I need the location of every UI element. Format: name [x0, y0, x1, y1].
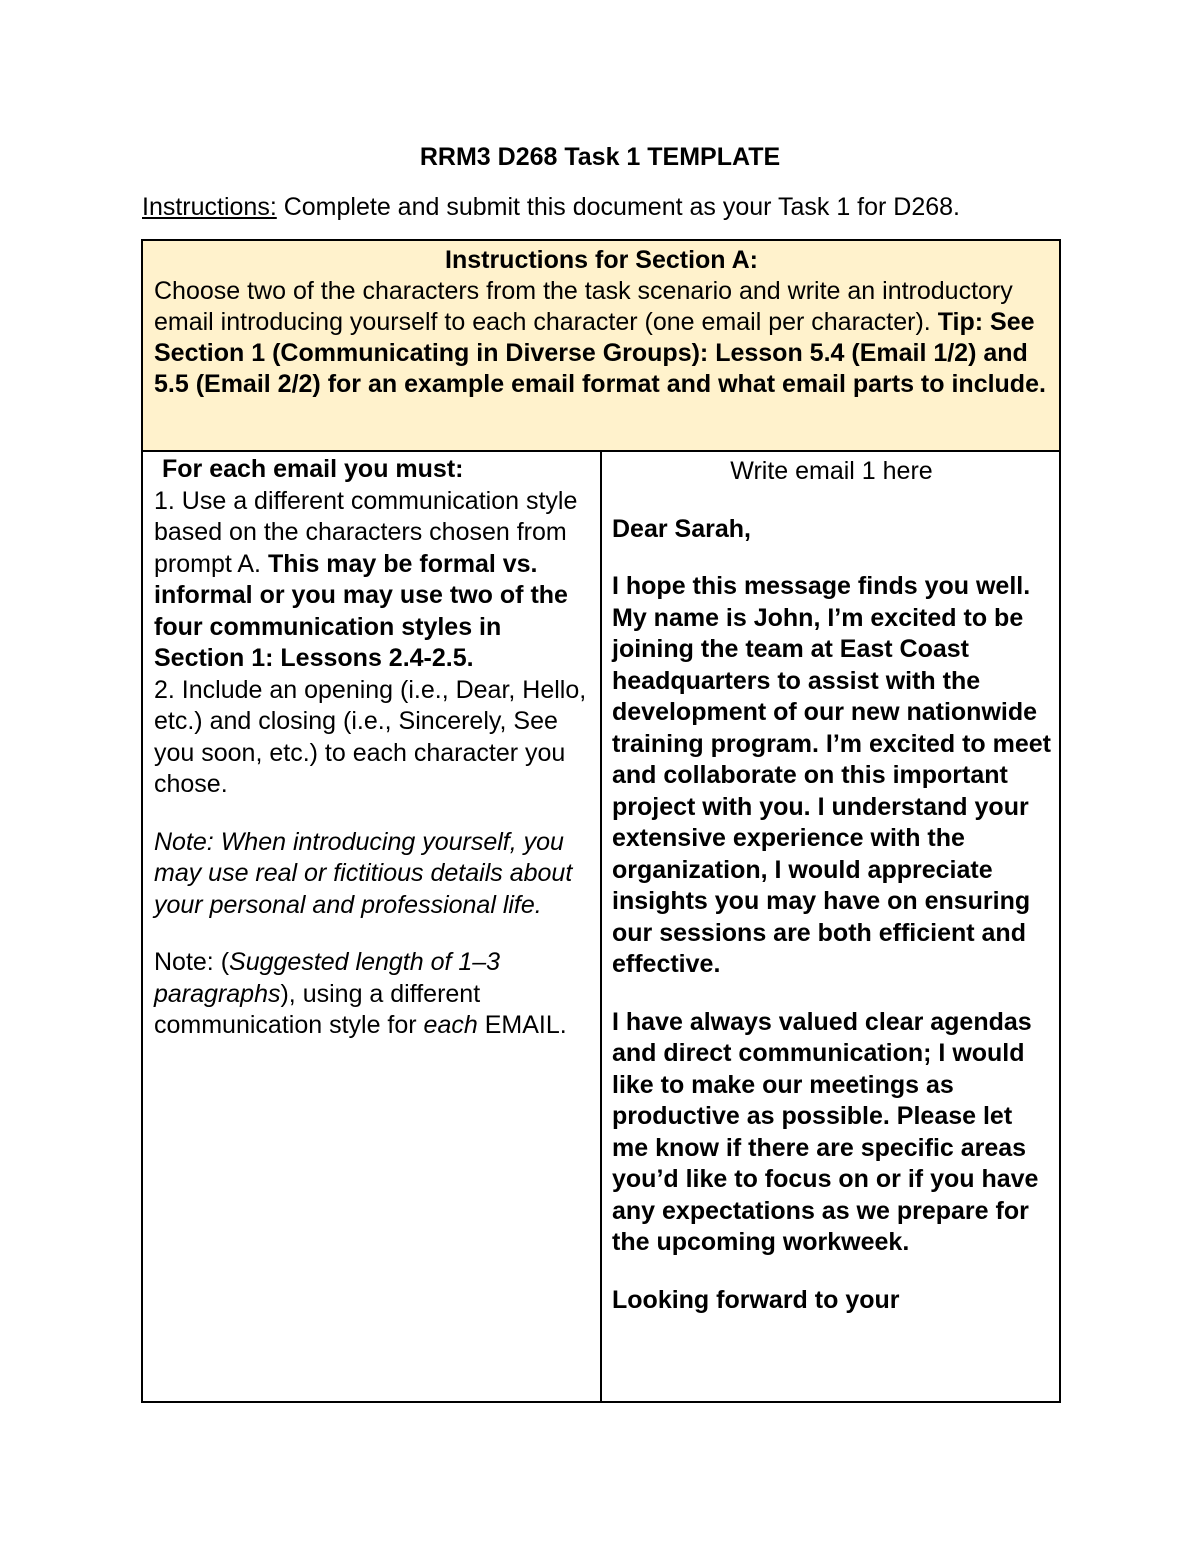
requirements-cell [141, 450, 602, 1403]
paragraph-gap [612, 488, 1051, 514]
paragraph-gap [612, 981, 1051, 1007]
email-1-body [612, 488, 1051, 1317]
document-instructions [142, 190, 1072, 224]
document-title: RRM3 D268 Task 1 TEMPLATE [419, 143, 781, 171]
note-length-e: EMAIL. [477, 1011, 567, 1039]
note-length [154, 947, 593, 1042]
email-1-cell[interactable] [600, 450, 1061, 1403]
paragraph-gap [612, 545, 1051, 571]
task-table [141, 239, 1061, 1403]
requirement-item-2: 2. Include an opening (i.e., Dear, Hello, etc.) and closing (i.e., Sincerely, See you soon, etc.) to each character you chose. [154, 675, 587, 798]
note-length-c: ), using a different communication style for [154, 979, 481, 1039]
note-length-d: each [423, 1011, 478, 1039]
requirements-heading: For each email you must: [162, 455, 464, 483]
section-a-instructions [141, 239, 1061, 452]
paragraph-gap [154, 921, 593, 947]
instructions-label: Instructions: [142, 193, 277, 221]
requirement-item-1 [154, 486, 593, 675]
paragraph-gap [612, 1259, 1051, 1285]
email-greeting: Dear Sarah, [612, 514, 751, 543]
note-length-b: Suggested length of 1–3 paragraphs [154, 948, 501, 1008]
requirement-item-1-text: 1. Use a different communication style based on the characters chosen from prompt A. [154, 486, 578, 578]
email-1-heading: Write email 1 here [730, 457, 933, 485]
section-a-text: Choose two of the characters from the task scenario and write an introductory email introducing yourself to each character (one email per character). [154, 277, 1013, 336]
instructions-text: Complete and submit this document as your Task 1 for D268. [276, 193, 960, 221]
section-a-body [154, 276, 1049, 400]
email-closing: Looking forward to your [612, 1285, 900, 1314]
note-length-a: Note: ( [154, 948, 230, 976]
email-paragraph-1: I hope this message finds you well. My name is John, I’m excited to be joining the team at East Coast headquarters to assist with the development of our new nationwide training program. I’m excited to meet and collaborate on this important project with you. I understand your extensive experience with the organization, I would appreciate insights you may have on ensuring our sessions are both efficient and effective. [612, 572, 1051, 978]
paragraph-gap [154, 801, 593, 827]
email-paragraph-2: I have always valued clear agendas and direct communication; I would like to make our meetings as productive as possible. Please let me know if there are specific areas you’d like to focus on or if you have any expectations as we prepare for the upcoming workweek. [612, 1007, 1039, 1256]
requirement-item-1-bold: This may be formal vs. informal or you may use two of the four communication styles in Section 1: Lessons 2.4-2.5. [154, 549, 568, 672]
section-a-heading: Instructions for Section A: [445, 246, 758, 274]
section-a-tip: Tip: See Section 1 (Communicating in Diverse Groups): Lesson 5.4 (Email 1/2) and 5.5 (Email 2/2) for an example email format and what email parts to include. [154, 308, 1046, 398]
note-details: Note: When introducing yourself, you may use real or fictitious details about your personal and professional life. [154, 827, 573, 919]
